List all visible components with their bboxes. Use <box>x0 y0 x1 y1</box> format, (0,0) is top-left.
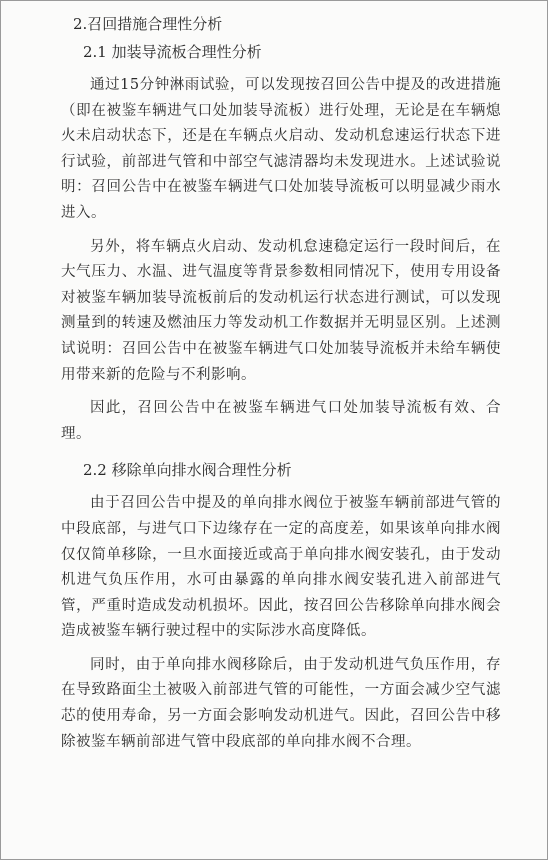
subsection-heading-2-1: 2.1 加装导流板合理性分析 <box>83 43 262 61</box>
paragraph-conclusion-deflector: 因此，召回公告中在被鉴车辆进气口处加装导流板有效、合理。 <box>61 400 501 442</box>
section-heading: 2.召回措施合理性分析 <box>73 15 223 33</box>
document-body <box>61 7 501 763</box>
paragraph-drain-valve-height: 由于召回公告中提及的单向排水阀位于被鉴车辆前部进气管的中段底部，与进气口下边缘存在一定的高度差，如果该单向排水阀仅仅简单移除，一旦水面接近或高于单向排水阀安装孔，由于发动机进气负压作用，水可由暴露的单向排水阀安装孔进入前部进气管，严重时造成发动机损坏。因此，按召回公告移除单向排水阀会造成被鉴车辆行驶过程中的实际涉水高度降低。 <box>61 495 501 640</box>
paragraph-engine-test: 另外，将车辆点火启动、发动机怠速稳定运行一段时间后，在大气压力、水温、进气温度等背景参数相同情况下，使用专用设备对被鉴车辆加装导流板前后的发动机运行状态进行测试，可以发现测量到的转速及燃油压力等发动机工作数据并无明显区别。上述测试说明：召回公告中在被鉴车辆进气口处加装导流板并未给车辆使用带来新的危险与不利影响。 <box>61 238 501 383</box>
paragraph-drain-valve-dust: 同时，由于单向排水阀移除后，由于发动机进气负压作用，存在导致路面尘土被吸入前部进气管的可能性，一方面会减少空气滤芯的使用寿命，另一方面会影响发动机进气。因此，召回公告中移除被鉴车辆前部进气管中段底部的单向排水阀不合理。 <box>61 656 501 750</box>
paragraph-rain-test: 通过15分钟淋雨试验，可以发现按召回公告中提及的改进措施（即在被鉴车辆进气口处加装导流板）进行处理，无论是在车辆熄火未启动状态下，还是在车辆点火启动、发动机怠速运行状态下进行试验，前部进气管和中部空气滤清器均未发现进水。上述试验说明：召回公告中在被鉴车辆进气口处加装导流板可以明显减少雨水进入。 <box>61 77 501 221</box>
subsection-heading-2-2: 2.2 移除单向排水阀合理性分析 <box>83 461 292 480</box>
